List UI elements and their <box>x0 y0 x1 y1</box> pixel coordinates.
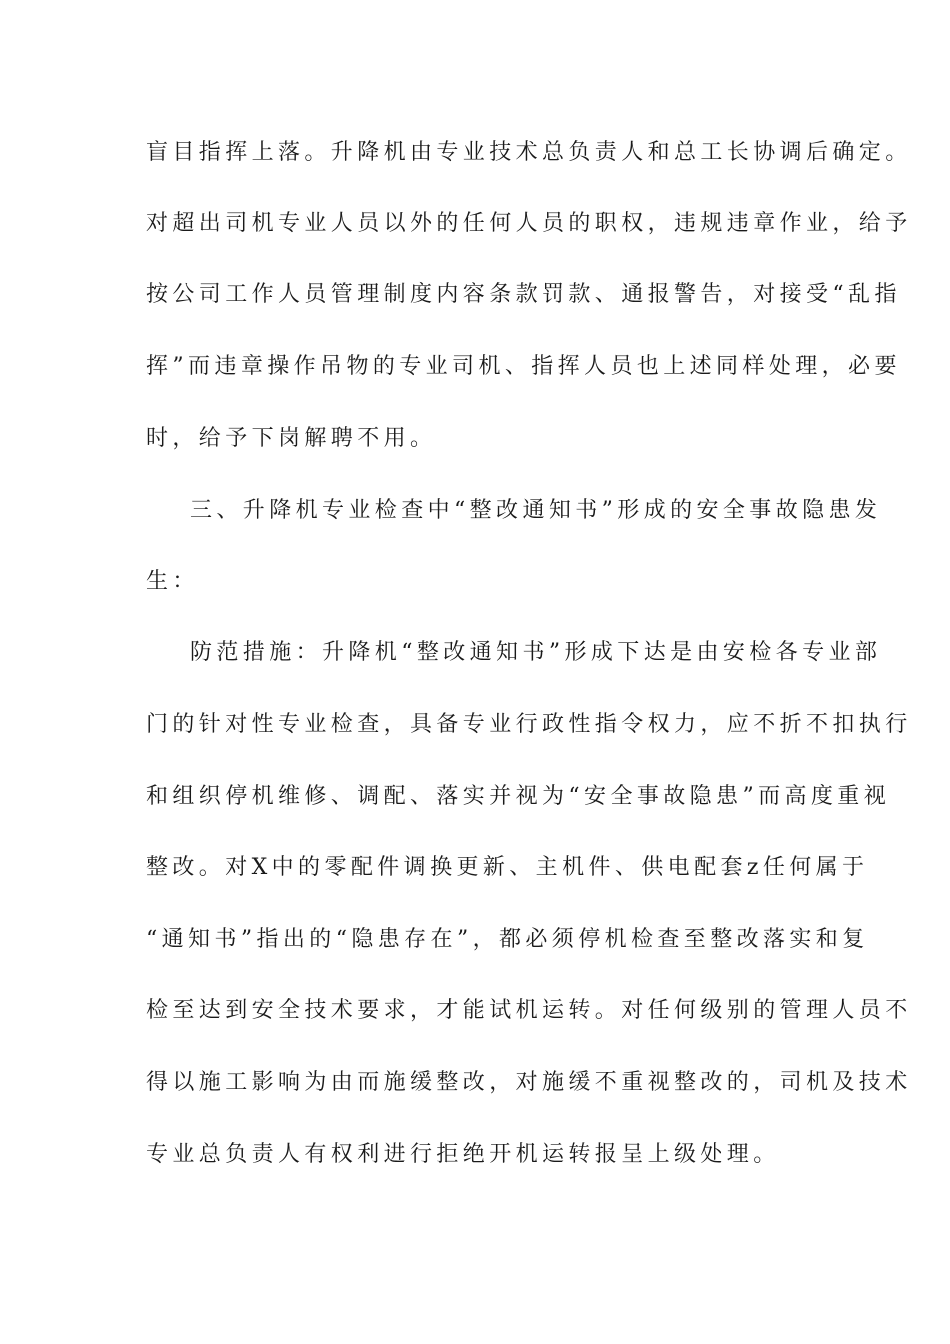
paragraph-line: “通知书”指出的“隐患存在”，都必须停机检查至整改落实和复 <box>146 927 869 952</box>
paragraph-line: 门的针对性专业检查，具备专业行政性指令权力，应不折不扣执行 <box>146 712 912 737</box>
paragraph-line: 防范措施：升降机“整改通知书”形成下达是由安检各专业部 <box>190 640 882 665</box>
paragraph-line: 专业总负责人有权利进行拒绝开机运转报呈上级处理。 <box>146 1142 780 1167</box>
paragraph-line: 和组织停机维修、调配、落实并视为“安全事故隐患”而高度重视 <box>146 784 891 809</box>
paragraph-line: 挥”而违章操作吊物的专业司机、指挥人员也上述同样处理，必要 <box>146 354 901 379</box>
paragraph-line: 盲目指挥上落。升降机由专业技术总负责人和总工长协调后确定。 <box>146 140 912 165</box>
paragraph-line: 按公司工作人员管理制度内容条款罚款、通报警告，对接受“乱指 <box>146 282 901 307</box>
paragraph-line: 得以施工影响为由而施缓整改，对施缓不重视整改的，司机及技术 <box>146 1070 912 1095</box>
paragraph-line: 时，给予下岗解聘不用。 <box>146 426 437 451</box>
section-heading-line: 三、升降机专业检查中“整改通知书”形成的安全事故隐患发 <box>190 498 882 523</box>
paragraph-line: 检至达到安全技术要求，才能试机运转。对任何级别的管理人员不 <box>146 998 912 1023</box>
paragraph-line: 对超出司机专业人员以外的任何人员的职权，违规违章作业，给予 <box>146 211 912 236</box>
section-heading-line: 生： <box>146 569 199 594</box>
paragraph-line: 整改。对X中的零配件调换更新、主机件、供电配套z任何属于 <box>146 855 869 880</box>
